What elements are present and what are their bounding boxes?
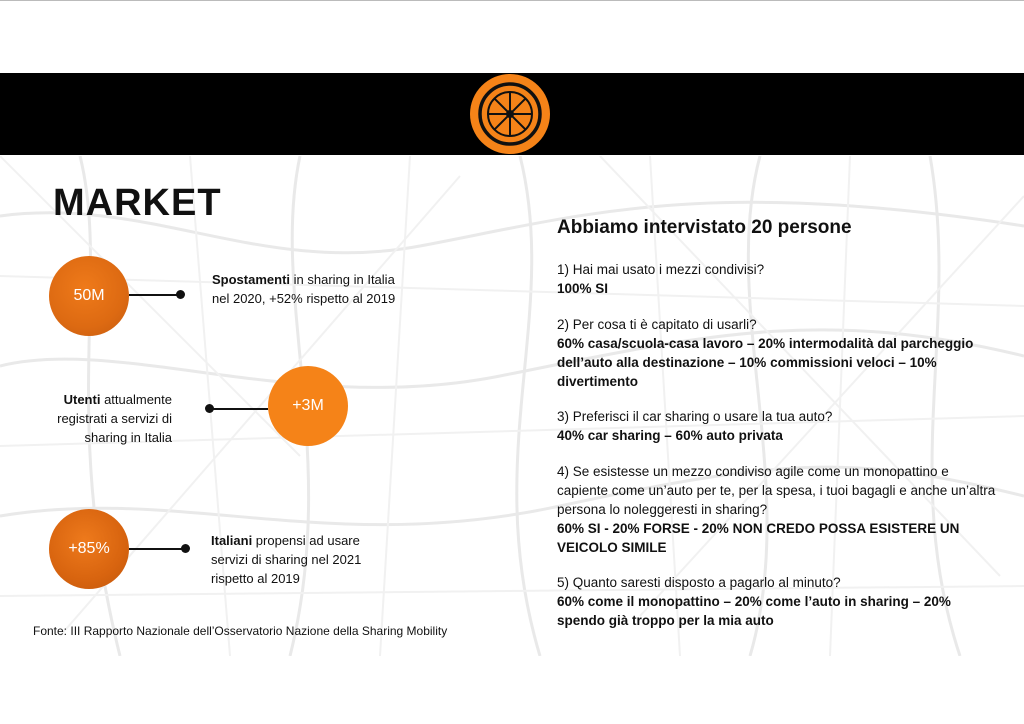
answer-text: 60% SI - 20% FORSE - 20% NON CREDO POSSA ESISTERE UN VEICOLO SIMILE [557, 521, 960, 555]
stat-description-italians [211, 531, 386, 588]
answer-text: 100% SI [557, 281, 609, 296]
stat-bold: Utenti [63, 392, 101, 407]
stat-value: +3M [292, 397, 324, 414]
survey-title: Abbiamo intervistato 20 persone [557, 217, 852, 238]
answer-text: 40% car sharing – 60% auto privata [557, 428, 783, 443]
stat-circle-users [268, 366, 348, 446]
question-text: 3) Preferisci il car sharing o usare la tua auto? [557, 409, 833, 424]
wheel-logo-icon [469, 73, 551, 155]
stat-bold: Spostamenti [212, 272, 291, 287]
source-note: Fonte: III Rapporto Nazionale dell’Osservatorio Nazione della Sharing Mobility [33, 624, 448, 638]
answer-text: 60% come il monopattino – 20% come l’auto in sharing – 20% spendo già troppo per la mia auto [557, 594, 951, 628]
question-text: 1) Hai mai usato i mezzi condivisi? [557, 262, 765, 277]
connector-line [129, 294, 180, 296]
stat-text: attualmente registrati a servizi di sharing in Italia [57, 392, 172, 445]
stat-description-trips [212, 270, 402, 308]
stat-circle-trips [49, 256, 129, 336]
stat-description-users [40, 390, 172, 447]
survey-question-5 [557, 573, 997, 630]
question-text: 5) Quanto saresti disposto a pagarlo al minuto? [557, 575, 841, 590]
connector-dot [181, 544, 190, 553]
market-title: MARKET [53, 182, 222, 224]
connector-line [210, 408, 268, 410]
survey-question-1 [557, 260, 997, 298]
survey-question-4 [557, 462, 997, 557]
stat-text: in sharing in Italia nel 2020, +52% rispetto al 2019 [212, 272, 396, 306]
stat-text: propensi ad usare servizi di sharing nel 2021 rispetto al 2019 [211, 533, 362, 586]
survey-question-3 [557, 407, 997, 445]
top-border [0, 0, 1024, 1]
question-text: 2) Per cosa ti è capitato di usarli? [557, 317, 757, 332]
answer-text: 60% casa/scuola-casa lavoro – 20% intermodalità dal parcheggio dell’auto alla destinazione – 10% commissioni veloci – 10% divertimento [557, 336, 974, 389]
connector-dot [176, 290, 185, 299]
stat-circle-italians [49, 509, 129, 589]
question-text: 4) Se esistesse un mezzo condiviso agile come un monopattino e capiente come un’auto per te, per la spesa, i tuoi bagagli e anche un’altra persona lo noleggeresti in sharing? [557, 464, 996, 517]
stat-bold: Italiani [211, 533, 253, 548]
survey-question-2 [557, 315, 997, 391]
stat-value: 50M [73, 287, 105, 304]
stat-value: +85% [68, 540, 110, 557]
connector-line [129, 548, 184, 550]
